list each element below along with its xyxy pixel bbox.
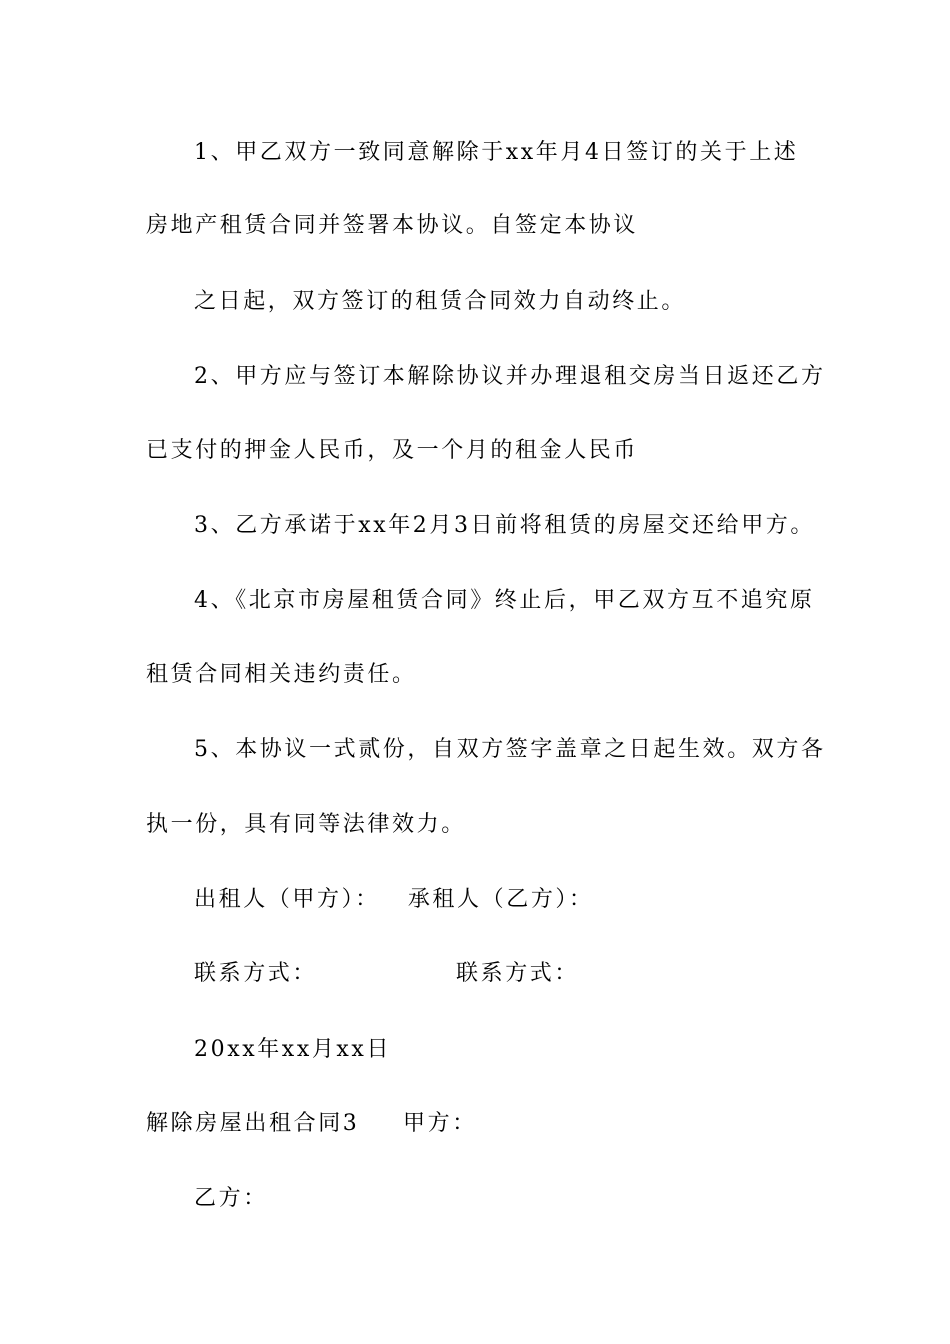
contact-left: 联系方式： (194, 961, 318, 986)
clause-2-line-1: 2、甲方应与签订本解除协议并办理退租交房当日返还乙方 (194, 364, 826, 389)
next-section-party-b: 乙方： (194, 1186, 268, 1211)
clause-2-line-2: 已支付的押金人民币，及一个月的租金人民币 (146, 438, 639, 463)
clause-4-line-2: 租赁合同相关违约责任。 (146, 662, 417, 687)
next-section-party-a: 甲方： (403, 1111, 477, 1136)
contact-right: 联系方式： (456, 961, 580, 986)
clause-1-line-2: 房地产租赁合同并签署本协议。自签定本协议 (146, 213, 639, 238)
signature-date: 20xx年xx月xx日 (194, 1037, 392, 1062)
clause-5-line-1: 5、本协议一式贰份，自双方签字盖章之日起生效。双方各 (194, 737, 826, 762)
clause-1-line-3: 之日起，双方签订的租赁合同效力自动终止。 (194, 289, 687, 314)
clause-4-line-1: 4、《北京市房屋租赁合同》终止后，甲乙双方互不追究原 (194, 588, 815, 613)
signature-parties-line (194, 885, 594, 915)
clause-1-line-1: 1、甲乙双方一致同意解除于xx年月4日签订的关于上述 (194, 140, 799, 165)
lessee-label: 承租人（乙方）： (407, 887, 594, 912)
clause-5-line-2: 执一份，具有同等法律效力。 (146, 812, 466, 837)
next-section-title: 解除房屋出租合同3 (146, 1111, 360, 1136)
lessor-label: 出租人（甲方）： (194, 887, 380, 912)
clause-3-line-1: 3、乙方承诺于xx年2月3日前将租赁的房屋交还给甲方。 (194, 513, 816, 538)
